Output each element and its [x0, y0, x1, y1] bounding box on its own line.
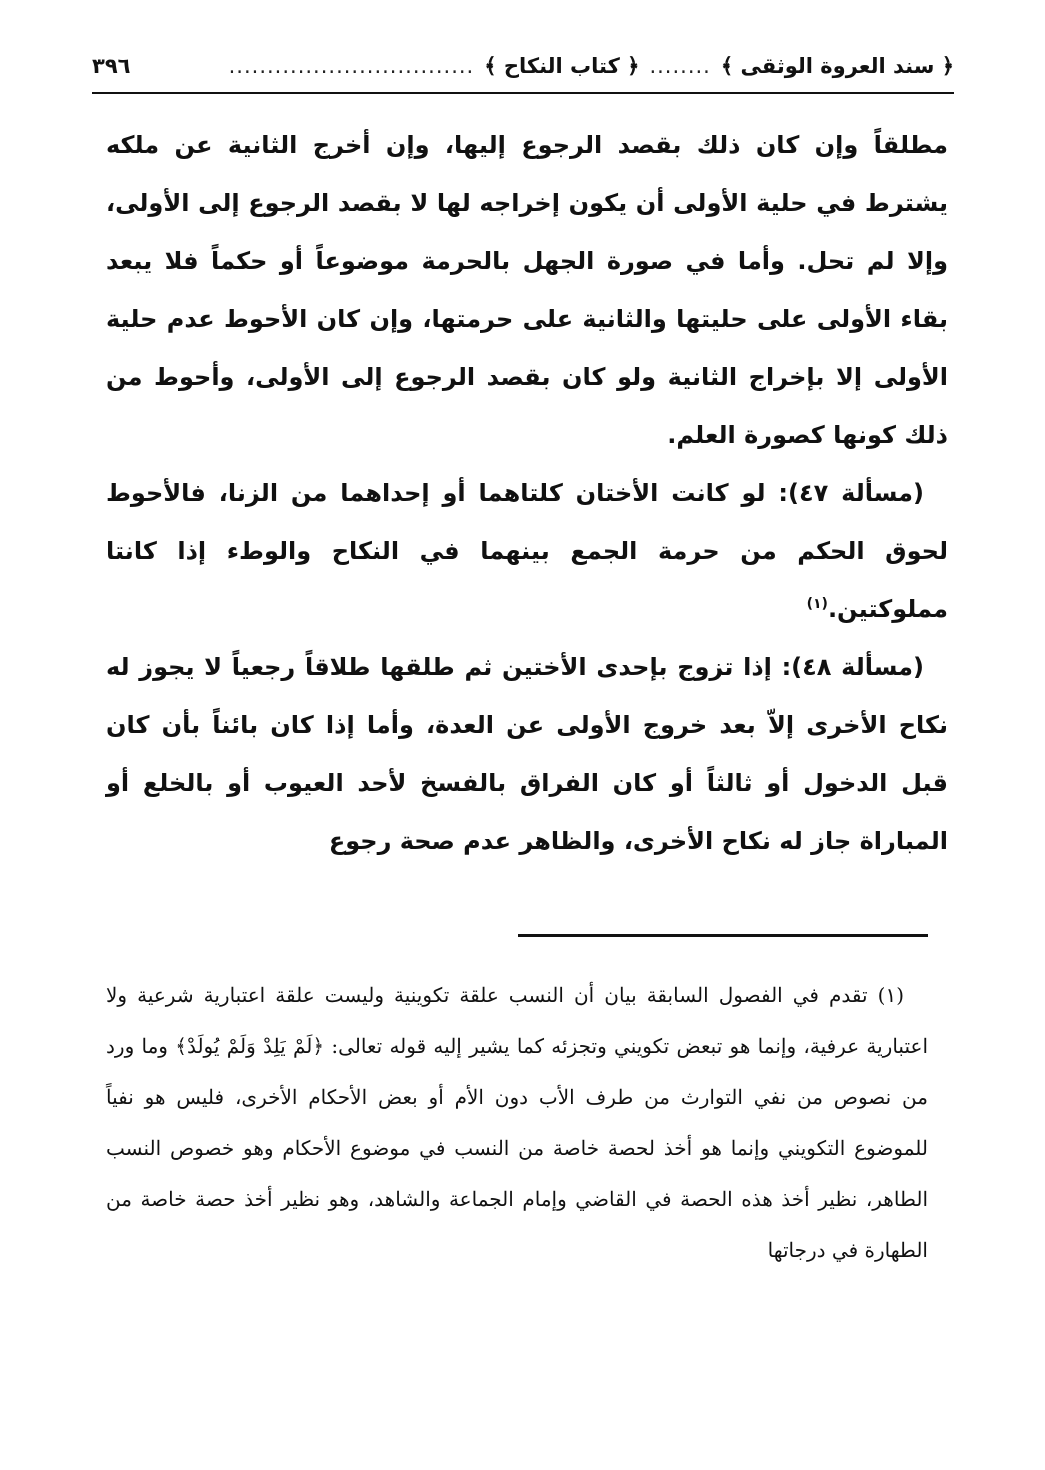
paragraph-masala-47 [106, 464, 948, 638]
header-dots-mid: ........ [649, 54, 711, 78]
chapter-title: ﴿ كتاب النكاح ﴾ [484, 54, 640, 78]
footnote-1: (١) تقدم في الفصول السابقة بيان أن النسب علقة تكوينية وليست علقة اعتبارية شرعية ولا اعتبارية عرفية، وإنما هو تبعض تكويني وتجزئه كما يشير إليه قوله تعالى: ﴿لَمْ يَلِدْ وَلَمْ يُولَدْ﴾ وما ورد من نصوص من نفي التوارث من طرف الأب دون الأم أو بعض الأحكام الأخرى، فليس هو نفياً للموضوع التكويني وإنما هو أخذ لحصة خاصة من النسب في موضوع الأحكام وهو خصوص النسب الطاهر، نظير أخذ هذه الحصة في القاضي وإمام الجماعة والشاهد، وهو نظير أخذ حصة خاصة من الطهارة في درجاتها [106, 983, 929, 1262]
masala-47-text: (مسألة ٤٧): لو كانت الأختان كلتاهما أو إحداهما من الزنا، فالأحوط لحوق الحكم من حرمة الجمع بينهما في النكاح والوطء إذا كانتا مملوكتين. [106, 479, 948, 623]
header-divider [92, 92, 954, 94]
footnote [106, 970, 928, 1276]
book-page [92, 30, 954, 1450]
header-dots-leader: ................................ [228, 54, 475, 78]
paragraph-masala-48: (مسألة ٤٨): إذا تزوج بإحدى الأختين ثم طلقها طلاقاً رجعياً لا يجوز له نكاح الأخرى إلاّ بعد خروج الأولى عن العدة، وأما إذا كان بائناً بأن كان قبل الدخول أو ثالثاً أو كان الفراق بالفسخ لأحد العيوب أو بالخلع أو المباراة جاز له نكاح الأخرى، والظاهر عدم صحة رجوع [106, 653, 948, 855]
running-header [92, 44, 954, 88]
paragraph-continued: مطلقاً وإن كان ذلك بقصد الرجوع إليها، وإن أخرج الثانية عن ملكه يشترط في حلية الأولى أن يكون إخراجه لها لا بقصد الرجوع إلى الأولى، وإلا لم تحل. وأما في صورة الجهل بالحرمة موضوعاً أو حكماً فلا يبعد بقاء الأولى على حليتها والثانية على حرمتها، وإن كان الأحوط عدم حلية الأولى إلا بإخراج الثانية ولو كان بقصد الرجوع إلى الأولى، وأحوط من ذلك كونها كصورة العلم. [106, 131, 948, 449]
footnote-divider [518, 934, 928, 937]
main-text [106, 116, 948, 870]
book-title: ﴿ سند العروة الوثقى ﴾ [720, 54, 954, 78]
footnote-reference[interactable]: (١) [806, 596, 828, 612]
page-number: ٣٩٦ [92, 54, 131, 78]
